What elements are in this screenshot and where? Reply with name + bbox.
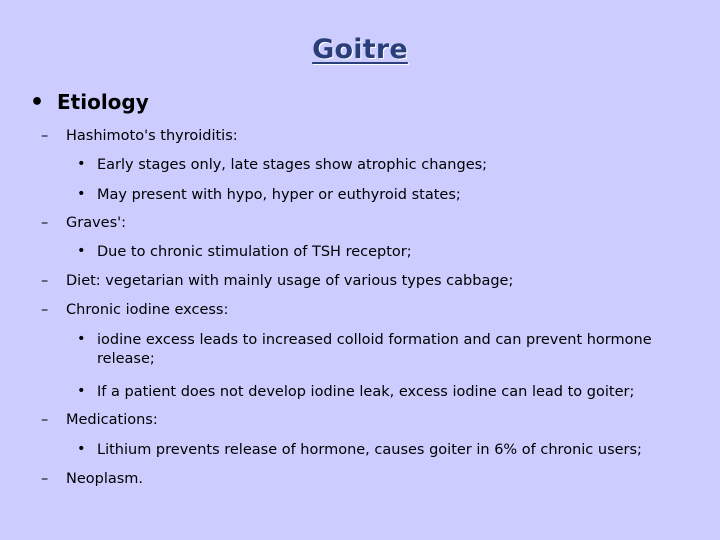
list-item-hashimoto xyxy=(41,128,238,144)
list-item-graves xyxy=(41,215,126,231)
item-text: Lithium prevents release of hormone, causes goiter in 6% of chronic users; xyxy=(97,442,642,458)
list-item-medications xyxy=(41,412,158,428)
dash-icon: – xyxy=(41,471,49,487)
dash-icon: – xyxy=(41,412,49,428)
heading-etiology xyxy=(30,90,149,115)
list-item-hashimoto-sub1 xyxy=(77,156,707,175)
dash-icon: – xyxy=(41,128,49,144)
bullet-icon: • xyxy=(77,243,86,259)
item-text: Due to chronic stimulation of TSH receptor; xyxy=(97,244,412,260)
list-item-graves-sub1 xyxy=(77,243,707,262)
list-item-iodine xyxy=(41,302,228,318)
list-item-iodine-sub1 xyxy=(77,331,707,369)
dash-icon: – xyxy=(41,273,49,289)
dash-icon: – xyxy=(41,215,49,231)
item-text: Hashimoto's thyroiditis: xyxy=(66,128,238,144)
item-text: iodine excess leads to increased colloid formation and can prevent hormone release; xyxy=(97,332,652,367)
dash-icon: – xyxy=(41,302,49,318)
slide-title: Goitre xyxy=(312,34,408,65)
bullet-icon: • xyxy=(77,441,86,457)
item-text: Graves': xyxy=(66,215,127,231)
list-item-hashimoto-sub2 xyxy=(77,186,707,205)
item-text: Early stages only, late stages show atrophic changes; xyxy=(97,157,488,173)
bullet-icon: • xyxy=(77,186,86,202)
list-item-diet xyxy=(41,273,513,289)
item-text: Chronic iodine excess: xyxy=(66,302,229,318)
bullet-icon: • xyxy=(77,331,86,347)
list-item-neoplasm xyxy=(41,471,143,487)
item-text: Medications: xyxy=(66,412,158,428)
list-item-medications-sub1 xyxy=(77,441,707,460)
bullet-icon: • xyxy=(77,383,86,399)
item-text: Diet: vegetarian with mainly usage of various types cabbage; xyxy=(66,273,514,289)
item-text: Neoplasm. xyxy=(66,471,144,487)
heading-text: Etiology xyxy=(57,90,149,114)
list-item-iodine-sub2 xyxy=(77,383,707,402)
item-text: May present with hypo, hyper or euthyroid states; xyxy=(97,187,461,203)
item-text: If a patient does not develop iodine leak, excess iodine can lead to goiter; xyxy=(97,384,635,400)
bullet-icon: • xyxy=(30,90,45,115)
bullet-icon: • xyxy=(77,156,86,172)
